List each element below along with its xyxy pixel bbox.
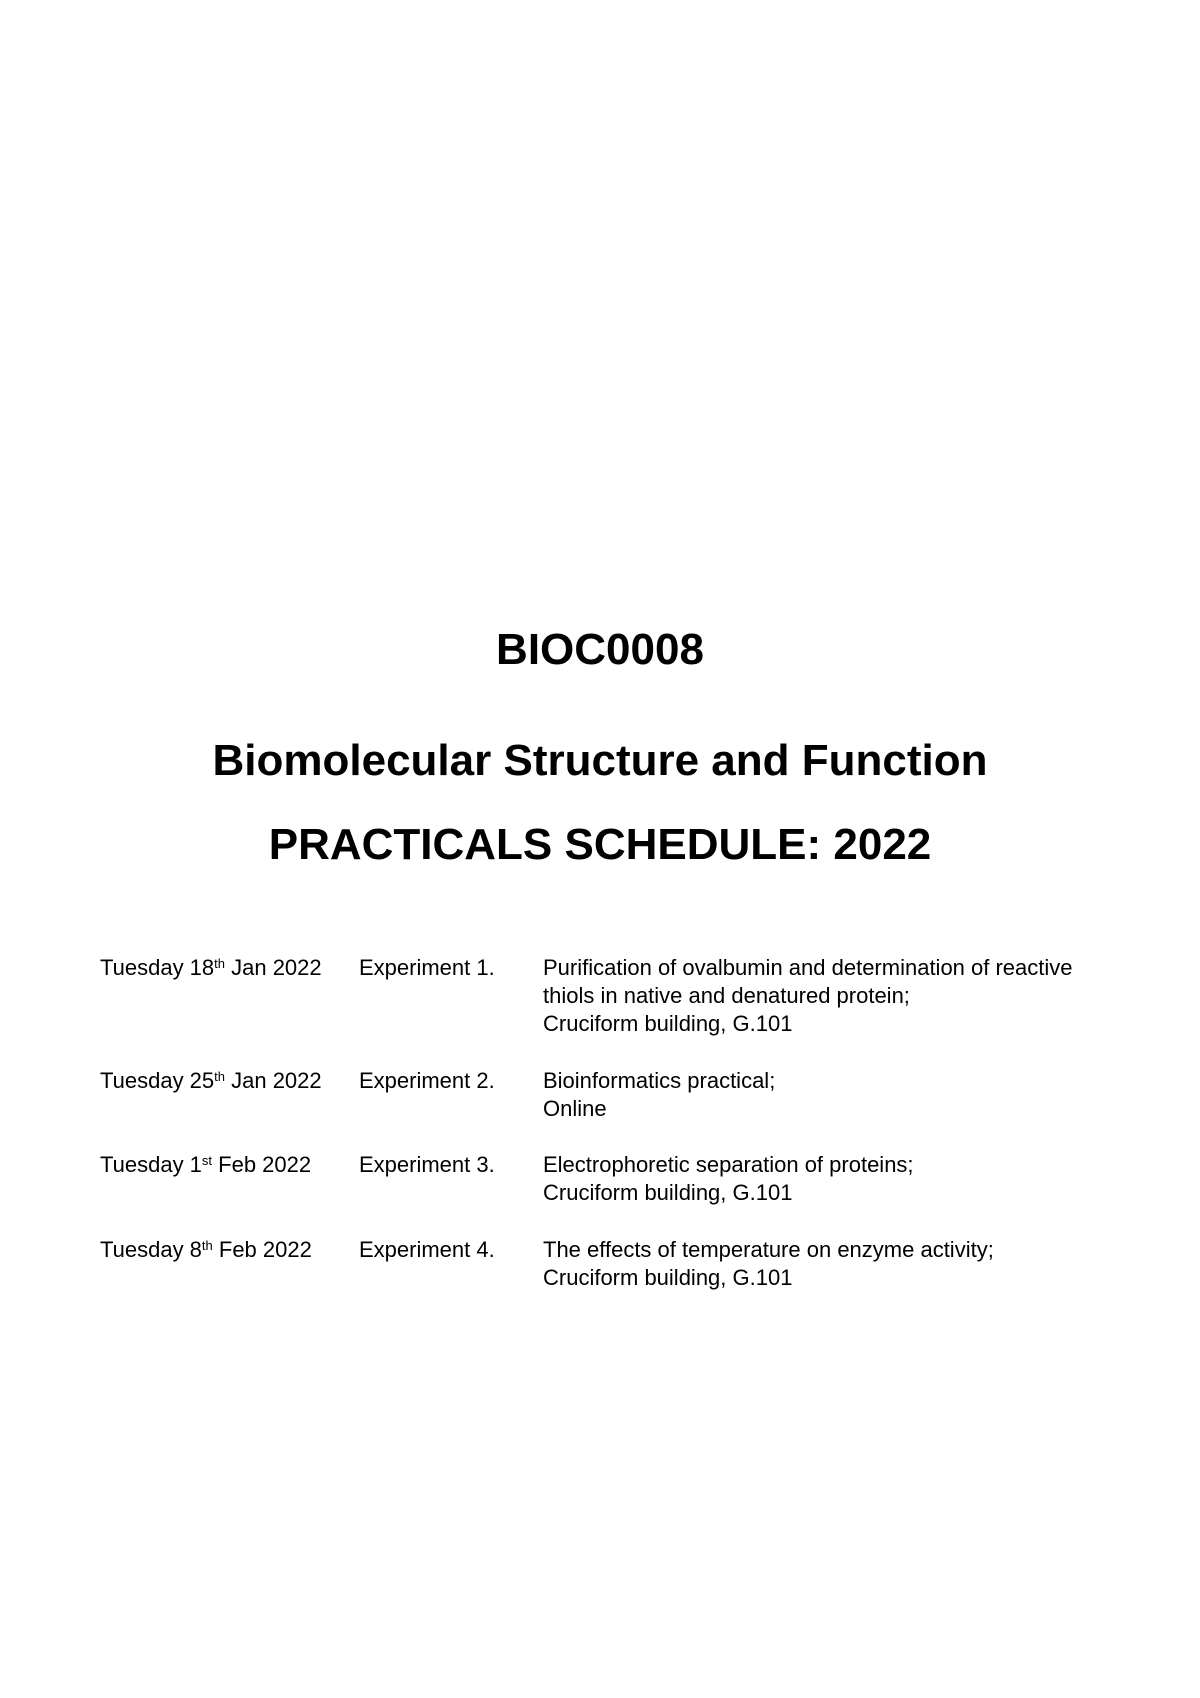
- experiment-details: [543, 1151, 1143, 1207]
- experiment-location: Cruciform building, G.101: [543, 1011, 793, 1036]
- experiment-label: Experiment 2.: [359, 1068, 495, 1093]
- date-ordinal: th: [201, 1238, 213, 1253]
- date-ordinal: st: [201, 1153, 213, 1168]
- experiment-description: Electrophoretic separation of proteins;: [543, 1152, 914, 1177]
- course-title: Biomolecular Structure and Function: [212, 736, 988, 785]
- session-date: [100, 1067, 322, 1095]
- experiment-label: Experiment 4.: [359, 1237, 495, 1262]
- date-day: Tuesday 18: [100, 955, 215, 980]
- date-day: Tuesday 1: [100, 1152, 202, 1177]
- date-month-year: Jan 2022: [225, 1068, 322, 1093]
- experiment-details: [543, 1067, 1143, 1123]
- experiment-description: The effects of temperature on enzyme activity;: [543, 1237, 994, 1262]
- experiment-location: Online: [543, 1096, 607, 1121]
- date-ordinal: th: [214, 1069, 225, 1084]
- experiment-location: Cruciform building, G.101: [543, 1180, 793, 1205]
- course-code: BIOC0008: [496, 625, 704, 674]
- date-day: Tuesday 25: [100, 1068, 215, 1093]
- experiment-description: Purification of ovalbumin and determination of reactive: [543, 955, 1073, 980]
- date-month-year: Feb 2022: [212, 1152, 312, 1177]
- experiment-location: Cruciform building, G.101: [543, 1265, 793, 1290]
- schedule-title: PRACTICALS SCHEDULE: 2022: [268, 820, 932, 869]
- session-date: [100, 954, 322, 982]
- session-date: [100, 1151, 311, 1179]
- experiment-label: Experiment 3.: [359, 1152, 495, 1177]
- experiment-description: Bioinformatics practical;: [543, 1068, 776, 1093]
- date-ordinal: th: [214, 956, 225, 971]
- experiment-label: Experiment 1.: [359, 955, 495, 980]
- experiment-details: [543, 1236, 1143, 1292]
- date-month-year: Feb 2022: [212, 1237, 312, 1262]
- experiment-description: thiols in native and denatured protein;: [543, 983, 910, 1008]
- session-date: [100, 1236, 312, 1264]
- date-month-year: Jan 2022: [225, 955, 322, 980]
- date-day: Tuesday 8: [100, 1237, 202, 1262]
- experiment-details: [543, 954, 1143, 1038]
